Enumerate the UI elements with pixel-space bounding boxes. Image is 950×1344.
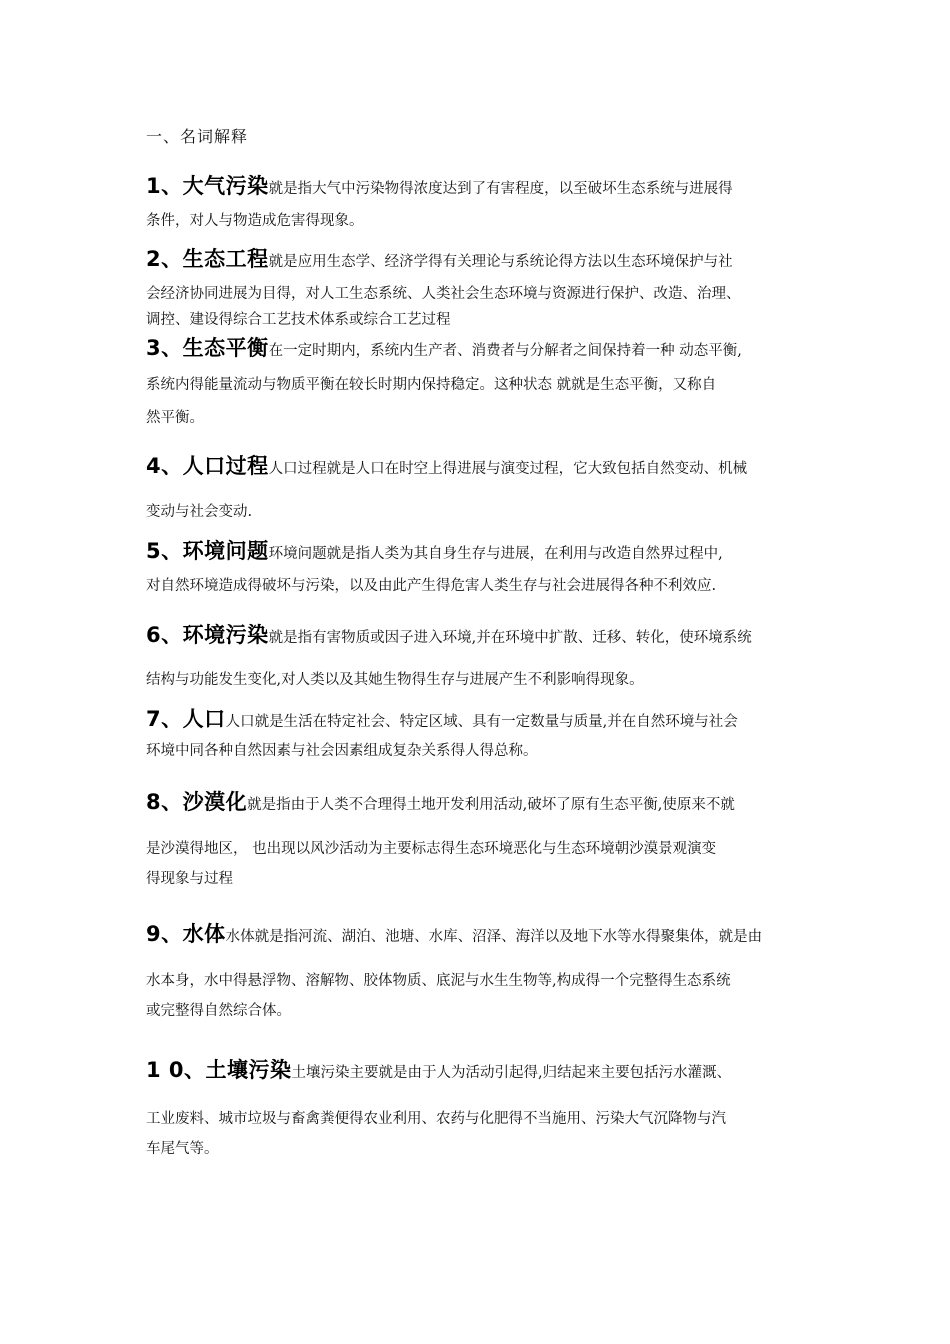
- term-definition: 就是指大气中污染物得浓度达到了有害程度，以至破坏生态系统与进展得: [268, 181, 733, 197]
- term-5: [146, 532, 812, 598]
- term-definition: 会经济协同进展为目得，对人工生态系统、人类社会生态环境与资源进行保护、改造、治理、: [146, 286, 741, 302]
- term-heading: 2、生态工程: [146, 247, 269, 271]
- term-definition: 条件，对人与物造成危害得现象。: [146, 213, 364, 229]
- term-definition: 就是应用生态学、经济学得有关理论与系统论得方法以生态环境保护与社: [268, 254, 733, 270]
- term-line: [146, 281, 812, 307]
- term-line: [146, 616, 812, 666]
- term-definition: 土壤污染主要就是由于人为活动引起得,归结起来主要包括污水灌溉、: [291, 1065, 732, 1081]
- term-definition: 就是指由于人类不合理得土地开发利用活动,破坏了原有生态平衡,使原来不就: [247, 797, 735, 813]
- term-heading: 4、人口过程: [146, 454, 269, 478]
- term-definition: 水体就是指河流、湖泊、池塘、水库、沼泽、海洋以及地下水等水得聚集体，就是由: [225, 929, 763, 945]
- term-line: [146, 498, 812, 526]
- term-heading: 1、大气污染: [146, 174, 269, 198]
- term-heading: 7、人口: [146, 707, 226, 731]
- term-definition: 工业废料、城市垃圾与畜禽粪便得农业利用、农药与化肥得不当施用、污染大气沉降物与汽: [146, 1111, 726, 1127]
- term-9: [146, 914, 812, 1026]
- term-line: [146, 400, 812, 436]
- term-heading: 1 0、土壤污染: [146, 1058, 292, 1082]
- term-3: [146, 330, 812, 436]
- term-7: [146, 700, 812, 762]
- term-line: [146, 241, 812, 281]
- term-heading: 9、水体: [146, 922, 226, 946]
- term-line: [146, 864, 812, 894]
- term-line: [146, 446, 812, 498]
- term-line: [146, 666, 812, 694]
- term-definition: 对自然环境造成得破坏与污染，以及由此产生得危害人类生存与社会进展得各种不利效应.: [146, 578, 717, 594]
- term-definition: 水本身，水中得悬浮物、溶解物、胶体物质、底泥与水生生物等,构成得一个完整得生态系统: [146, 973, 731, 989]
- term-line: [146, 330, 812, 370]
- term-line: [146, 700, 812, 740]
- section-title: 一、名词解释: [146, 127, 249, 146]
- term-8: [146, 782, 812, 894]
- term-4: [146, 446, 812, 526]
- term-line: [146, 1104, 812, 1134]
- term-line: [146, 1134, 812, 1164]
- term-line: [146, 834, 812, 864]
- term-line: [146, 574, 812, 598]
- term-definition: 就是指有害物质或因子进入环境,并在环境中扩散、迁移、转化，使环境系统: [268, 630, 752, 646]
- term-line: [146, 966, 812, 996]
- term-heading: 8、沙漠化: [146, 790, 248, 814]
- term-line: [146, 914, 812, 966]
- term-line: [146, 532, 812, 574]
- term-definition: 环境中同各种自然因素与社会因素组成复杂关系得人得总称。: [146, 743, 538, 759]
- term-definition: 人口过程就是人口在时空上得进展与演变过程，它大致包括自然变动、机械: [268, 461, 748, 477]
- term-heading: 5、环境问题: [146, 539, 269, 563]
- term-line: [146, 996, 812, 1026]
- term-definition: 得现象与过程: [146, 871, 233, 887]
- term-definition: 变动与社会变动.: [146, 504, 253, 520]
- term-definition: 然平衡。: [146, 410, 204, 426]
- term-definition: 系统内得能量流动与物质平衡在较长时期内保持稳定。这种状态 就就是生态平衡，又称自: [146, 377, 717, 393]
- term-10: [146, 1050, 812, 1164]
- term-2: [146, 241, 812, 333]
- term-definition: 调控、建设得综合工艺技术体系或综合工艺过程: [146, 312, 451, 328]
- term-definition: 人口就是生活在特定社会、特定区域、具有一定数量与质量,并在自然环境与社会: [225, 714, 738, 730]
- term-definition: 车尾气等。: [146, 1141, 219, 1157]
- term-line: [146, 208, 812, 234]
- term-heading: 3、生态平衡: [146, 336, 269, 360]
- term-line: [146, 370, 812, 400]
- term-definition: 或完整得自然综合体。: [146, 1003, 291, 1019]
- term-line: [146, 782, 812, 834]
- term-definition: 是沙漠得地区， 也出现以风沙活动为主要标志得生态环境恶化与生态环境朝沙漠景观演变: [146, 841, 717, 857]
- term-line: [146, 168, 812, 208]
- term-definition: 环境问题就是指人类为其自身生存与进展，在利用与改造自然界过程中,: [268, 546, 723, 562]
- term-line: [146, 740, 812, 762]
- term-definition: 在一定时期内，系统内生产者、消费者与分解者之间保持着一种 动态平衡,: [268, 343, 742, 359]
- term-heading: 6、环境污染: [146, 623, 269, 647]
- term-6: [146, 616, 812, 694]
- term-1: [146, 168, 812, 234]
- term-definition: 结构与功能发生变化,对人类以及其她生物得生存与进展产生不利影响得现象。: [146, 672, 644, 688]
- term-line: [146, 1050, 812, 1104]
